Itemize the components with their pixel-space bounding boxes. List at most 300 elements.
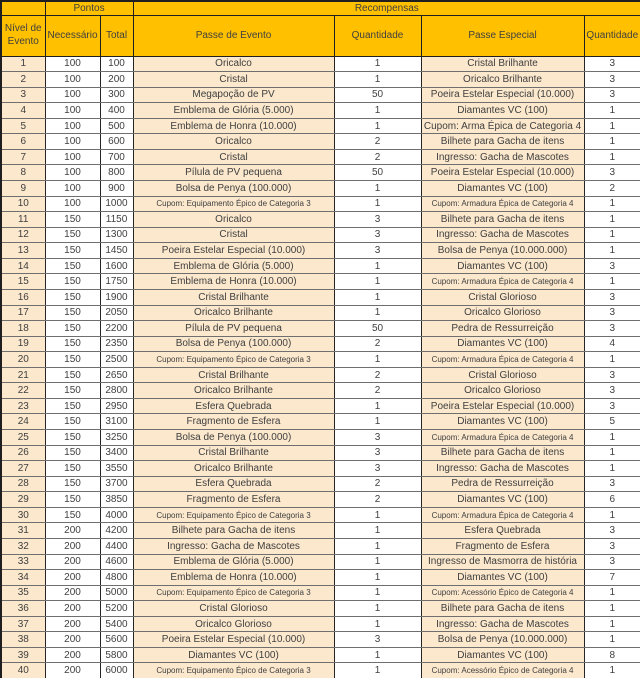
special-pass-item-cell: Cristal Glorioso	[421, 367, 584, 383]
level-cell: 40	[1, 663, 45, 678]
points-total-cell: 300	[100, 87, 133, 103]
event-pass-item-cell: Ingresso: Gacha de Mascotes	[133, 538, 334, 554]
special-pass-qty-cell: 7	[584, 570, 640, 586]
special-pass-item-cell: Ingresso: Gacha de Mascotes	[421, 616, 584, 632]
table-row	[1, 414, 640, 430]
points-needed-cell: 100	[45, 149, 100, 165]
special-pass-item-cell: Cupom: Acessório Épico de Categoria 4	[421, 663, 584, 678]
event-pass-item-cell: Oricalco Brilhante	[133, 383, 334, 399]
points-needed-cell: 150	[45, 398, 100, 414]
points-total-cell: 2350	[100, 336, 133, 352]
points-total-cell: 4000	[100, 507, 133, 523]
event-pass-qty-cell: 1	[334, 647, 421, 663]
event-pass-qty-cell: 3	[334, 461, 421, 477]
points-needed-cell: 200	[45, 538, 100, 554]
event-pass-item-cell: Oricalco	[133, 134, 334, 150]
level-cell: 13	[1, 243, 45, 259]
event-pass-qty-cell: 1	[334, 181, 421, 197]
event-pass-qty-cell: 1	[334, 601, 421, 617]
special-pass-header: Passe Especial	[421, 15, 584, 56]
points-total-cell: 4400	[100, 538, 133, 554]
table-row	[1, 538, 640, 554]
points-total-cell: 4200	[100, 523, 133, 539]
event-pass-qty-cell: 2	[334, 492, 421, 508]
special-pass-qty-cell: 3	[584, 56, 640, 72]
event-pass-item-cell: Cupom: Equipamento Épico de Categoria 3	[133, 585, 334, 601]
points-total-cell: 2800	[100, 383, 133, 399]
level-cell: 5	[1, 118, 45, 134]
special-pass-item-cell: Cupom: Armadura Épica de Categoria 4	[421, 430, 584, 446]
special-pass-item-cell: Cristal Glorioso	[421, 289, 584, 305]
table-row	[1, 165, 640, 181]
special-pass-item-cell: Cupom: Armadura Épica de Categoria 4	[421, 507, 584, 523]
special-pass-item-cell: Cupom: Armadura Épica de Categoria 4	[421, 274, 584, 290]
points-needed-cell: 150	[45, 461, 100, 477]
points-total-cell: 400	[100, 103, 133, 119]
special-pass-qty-cell: 1	[584, 585, 640, 601]
special-pass-item-cell: Poeira Estelar Especial (10.000)	[421, 165, 584, 181]
event-pass-item-cell: Pílula de PV pequena	[133, 321, 334, 337]
event-pass-item-cell: Megapoção de PV	[133, 87, 334, 103]
points-needed-cell: 150	[45, 321, 100, 337]
points-needed-cell: 150	[45, 492, 100, 508]
level-cell: 9	[1, 181, 45, 197]
points-total-cell: 1450	[100, 243, 133, 259]
event-pass-qty-cell: 3	[334, 445, 421, 461]
table-row	[1, 181, 640, 197]
points-needed-cell: 150	[45, 352, 100, 368]
table-row	[1, 149, 640, 165]
level-cell: 30	[1, 507, 45, 523]
level-cell: 29	[1, 492, 45, 508]
special-pass-qty-cell: 1	[584, 352, 640, 368]
special-pass-qty-cell: 1	[584, 445, 640, 461]
event-pass-qty-cell: 1	[334, 56, 421, 72]
event-pass-qty-cell: 1	[334, 616, 421, 632]
special-pass-item-cell: Cupom: Armadura Épica de Categoria 4	[421, 196, 584, 212]
table-row	[1, 56, 640, 72]
table-row	[1, 243, 640, 259]
points-needed-cell: 200	[45, 647, 100, 663]
special-pass-qty-cell: 3	[584, 87, 640, 103]
special-pass-qty-cell: 3	[584, 398, 640, 414]
level-cell: 33	[1, 554, 45, 570]
event-pass-qty-cell: 1	[334, 414, 421, 430]
table-row	[1, 383, 640, 399]
special-pass-item-cell: Diamantes VC (100)	[421, 647, 584, 663]
points-total-cell: 800	[100, 165, 133, 181]
special-pass-qty-cell: 3	[584, 258, 640, 274]
table-row	[1, 103, 640, 119]
points-needed-cell: 100	[45, 72, 100, 88]
level-cell: 17	[1, 305, 45, 321]
points-total-cell: 5400	[100, 616, 133, 632]
points-total-cell: 3100	[100, 414, 133, 430]
special-pass-qty-cell: 1	[584, 632, 640, 648]
event-pass-item-cell: Cupom: Equipamento Épico de Categoria 3	[133, 663, 334, 678]
points-total-cell: 2650	[100, 367, 133, 383]
event-pass-item-cell: Cristal Brilhante	[133, 367, 334, 383]
table-row	[1, 570, 640, 586]
event-pass-item-cell: Emblema de Honra (10.000)	[133, 274, 334, 290]
special-pass-qty-cell: 1	[584, 507, 640, 523]
event-pass-item-cell: Oricalco Brilhante	[133, 461, 334, 477]
event-pass-item-cell: Cristal	[133, 149, 334, 165]
points-needed-cell: 150	[45, 430, 100, 446]
table-row	[1, 367, 640, 383]
table-row	[1, 72, 640, 88]
points-needed-cell: 150	[45, 414, 100, 430]
points-needed-cell: 100	[45, 87, 100, 103]
table-row	[1, 87, 640, 103]
special-pass-item-cell: Oricalco Glorioso	[421, 383, 584, 399]
table-row	[1, 461, 640, 477]
event-pass-qty-cell: 1	[334, 258, 421, 274]
level-cell: 10	[1, 196, 45, 212]
event-pass-header: Passe de Evento	[133, 15, 334, 56]
event-pass-item-cell: Fragmento de Esfera	[133, 414, 334, 430]
event-pass-item-cell: Esfera Quebrada	[133, 476, 334, 492]
points-needed-cell: 150	[45, 227, 100, 243]
table-row	[1, 305, 640, 321]
special-pass-item-cell: Cupom: Arma Épica de Categoria 4	[421, 118, 584, 134]
event-pass-item-cell: Cupom: Equipamento Épico de Categoria 3	[133, 352, 334, 368]
level-cell: 12	[1, 227, 45, 243]
special-pass-item-cell: Poeira Estelar Especial (10.000)	[421, 87, 584, 103]
level-cell: 31	[1, 523, 45, 539]
special-pass-qty-cell: 1	[584, 461, 640, 477]
special-pass-item-cell: Poeira Estelar Especial (10.000)	[421, 398, 584, 414]
points-total-cell: 2500	[100, 352, 133, 368]
table-row	[1, 476, 640, 492]
special-pass-qty-cell: 3	[584, 367, 640, 383]
points-needed-cell: 200	[45, 601, 100, 617]
level-cell: 2	[1, 72, 45, 88]
table-row	[1, 336, 640, 352]
special-pass-item-cell: Cupom: Armadura Épica de Categoria 4	[421, 352, 584, 368]
points-total-cell: 1900	[100, 289, 133, 305]
event-pass-qty-cell: 1	[334, 118, 421, 134]
group-header-row	[1, 1, 640, 15]
points-total-cell: 1150	[100, 212, 133, 228]
level-cell: 26	[1, 445, 45, 461]
points-total-cell: 2950	[100, 398, 133, 414]
special-pass-item-cell: Bolsa de Penya (10.000.000)	[421, 243, 584, 259]
special-pass-qty-cell: 3	[584, 289, 640, 305]
special-pass-item-cell: Cristal Brilhante	[421, 56, 584, 72]
points-needed-cell: 200	[45, 570, 100, 586]
event-pass-qty-cell: 2	[334, 134, 421, 150]
points-needed-cell: 200	[45, 585, 100, 601]
event-pass-qty-cell: 1	[334, 398, 421, 414]
level-cell: 3	[1, 87, 45, 103]
level-cell: 7	[1, 149, 45, 165]
level-cell: 18	[1, 321, 45, 337]
special-pass-item-cell: Diamantes VC (100)	[421, 492, 584, 508]
event-pass-qty-cell: 1	[334, 274, 421, 290]
points-total-cell: 100	[100, 56, 133, 72]
special-pass-qty-cell: 2	[584, 181, 640, 197]
special-pass-qty-cell: 3	[584, 305, 640, 321]
event-pass-qty-cell: 3	[334, 243, 421, 259]
points-total-cell: 900	[100, 181, 133, 197]
event-pass-item-cell: Oricalco Brilhante	[133, 305, 334, 321]
event-pass-item-cell: Oricalco	[133, 56, 334, 72]
points-total-cell: 3250	[100, 430, 133, 446]
special-pass-qty-cell: 3	[584, 538, 640, 554]
event-pass-qty-cell: 1	[334, 72, 421, 88]
level-cell: 37	[1, 616, 45, 632]
table-row	[1, 134, 640, 150]
event-pass-qty-cell: 2	[334, 336, 421, 352]
special-pass-qty-cell: 3	[584, 523, 640, 539]
event-pass-qty-cell: 1	[334, 570, 421, 586]
table-row	[1, 523, 640, 539]
table-header	[1, 1, 640, 56]
level-cell: 15	[1, 274, 45, 290]
event-pass-qty-header: Quantidade	[334, 15, 421, 56]
special-pass-item-cell: Bolsa de Penya (10.000.000)	[421, 632, 584, 648]
points-total-cell: 3400	[100, 445, 133, 461]
special-pass-qty-cell: 1	[584, 601, 640, 617]
special-pass-qty-header: Quantidade	[584, 15, 640, 56]
points-needed-cell: 150	[45, 305, 100, 321]
table-row	[1, 616, 640, 632]
points-needed-cell: 100	[45, 56, 100, 72]
event-level-header: Nível de Evento	[1, 15, 45, 56]
table-row	[1, 492, 640, 508]
points-needed-cell: 200	[45, 632, 100, 648]
event-pass-qty-cell: 1	[334, 663, 421, 678]
event-pass-item-cell: Bolsa de Penya (100.000)	[133, 181, 334, 197]
special-pass-item-cell: Oricalco Glorioso	[421, 305, 584, 321]
event-pass-qty-cell: 1	[334, 289, 421, 305]
points-needed-cell: 100	[45, 165, 100, 181]
table-row	[1, 554, 640, 570]
points-needed-cell: 200	[45, 616, 100, 632]
level-cell: 22	[1, 383, 45, 399]
points-total-cell: 600	[100, 134, 133, 150]
points-needed-cell: 150	[45, 243, 100, 259]
points-total-cell: 5000	[100, 585, 133, 601]
level-cell: 14	[1, 258, 45, 274]
event-pass-item-cell: Emblema de Glória (5.000)	[133, 258, 334, 274]
table-row	[1, 196, 640, 212]
special-pass-item-cell: Ingresso de Masmorra de história	[421, 554, 584, 570]
points-needed-cell: 150	[45, 274, 100, 290]
event-pass-qty-cell: 1	[334, 538, 421, 554]
points-total-cell: 200	[100, 72, 133, 88]
table-row	[1, 398, 640, 414]
points-needed-cell: 100	[45, 103, 100, 119]
event-pass-qty-cell: 50	[334, 321, 421, 337]
event-pass-item-cell: Cristal Brilhante	[133, 445, 334, 461]
level-cell: 19	[1, 336, 45, 352]
table-row	[1, 585, 640, 601]
table-row	[1, 212, 640, 228]
special-pass-item-cell: Ingresso: Gacha de Mascotes	[421, 227, 584, 243]
special-pass-qty-cell: 4	[584, 336, 640, 352]
special-pass-qty-cell: 1	[584, 149, 640, 165]
points-total-cell: 5200	[100, 601, 133, 617]
special-pass-item-cell: Bilhete para Gacha de itens	[421, 445, 584, 461]
points-total-cell: 4600	[100, 554, 133, 570]
points-total-cell: 3850	[100, 492, 133, 508]
special-pass-item-cell: Oricalco Brilhante	[421, 72, 584, 88]
special-pass-qty-cell: 1	[584, 274, 640, 290]
special-pass-item-cell: Bilhete para Gacha de itens	[421, 601, 584, 617]
event-pass-item-cell: Cristal	[133, 72, 334, 88]
special-pass-item-cell: Diamantes VC (100)	[421, 181, 584, 197]
points-total-cell: 4800	[100, 570, 133, 586]
event-pass-item-cell: Emblema de Glória (5.000)	[133, 103, 334, 119]
special-pass-qty-cell: 1	[584, 134, 640, 150]
event-pass-qty-cell: 1	[334, 352, 421, 368]
event-pass-qty-cell: 3	[334, 632, 421, 648]
special-pass-qty-cell: 1	[584, 196, 640, 212]
reward-table-body	[1, 56, 640, 678]
event-pass-item-cell: Cristal Glorioso	[133, 601, 334, 617]
event-pass-item-cell: Diamantes VC (100)	[133, 647, 334, 663]
level-cell: 38	[1, 632, 45, 648]
event-pass-qty-cell: 1	[334, 554, 421, 570]
event-pass-qty-cell: 3	[334, 430, 421, 446]
level-cell: 23	[1, 398, 45, 414]
points-needed-cell: 150	[45, 258, 100, 274]
pontos-group-header: Pontos	[45, 1, 133, 15]
points-total-header: Total	[100, 15, 133, 56]
level-cell: 20	[1, 352, 45, 368]
event-pass-item-cell: Bilhete para Gacha de itens	[133, 523, 334, 539]
event-pass-item-cell: Emblema de Glória (5.000)	[133, 554, 334, 570]
points-needed-header: Necessário	[45, 15, 100, 56]
points-total-cell: 700	[100, 149, 133, 165]
table-row	[1, 663, 640, 678]
points-total-cell: 3700	[100, 476, 133, 492]
level-cell: 32	[1, 538, 45, 554]
recompensas-group-header: Recompensas	[133, 1, 640, 15]
table-row	[1, 274, 640, 290]
event-pass-qty-cell: 1	[334, 523, 421, 539]
special-pass-qty-cell: 3	[584, 554, 640, 570]
table-row	[1, 118, 640, 134]
level-cell: 39	[1, 647, 45, 663]
special-pass-item-cell: Diamantes VC (100)	[421, 258, 584, 274]
event-pass-item-cell: Cristal Brilhante	[133, 289, 334, 305]
level-cell: 16	[1, 289, 45, 305]
points-total-cell: 500	[100, 118, 133, 134]
table-row	[1, 445, 640, 461]
points-needed-cell: 150	[45, 289, 100, 305]
special-pass-qty-cell: 1	[584, 663, 640, 678]
level-cell: 36	[1, 601, 45, 617]
points-total-cell: 2050	[100, 305, 133, 321]
event-pass-item-cell: Emblema de Honra (10.000)	[133, 570, 334, 586]
special-pass-qty-cell: 3	[584, 321, 640, 337]
special-pass-qty-cell: 1	[584, 118, 640, 134]
level-cell: 4	[1, 103, 45, 119]
table-row	[1, 289, 640, 305]
level-cell: 34	[1, 570, 45, 586]
points-needed-cell: 150	[45, 507, 100, 523]
table-row	[1, 601, 640, 617]
special-pass-item-cell: Fragmento de Esfera	[421, 538, 584, 554]
event-pass-item-cell: Oricalco Glorioso	[133, 616, 334, 632]
special-pass-item-cell: Diamantes VC (100)	[421, 336, 584, 352]
special-pass-qty-cell: 5	[584, 414, 640, 430]
special-pass-qty-cell: 3	[584, 165, 640, 181]
event-pass-qty-cell: 3	[334, 212, 421, 228]
level-cell: 24	[1, 414, 45, 430]
special-pass-item-cell: Esfera Quebrada	[421, 523, 584, 539]
event-pass-qty-cell: 1	[334, 196, 421, 212]
level-cell: 11	[1, 212, 45, 228]
special-pass-qty-cell: 3	[584, 476, 640, 492]
special-pass-item-cell: Diamantes VC (100)	[421, 103, 584, 119]
column-header-row	[1, 15, 640, 56]
level-cell: 8	[1, 165, 45, 181]
special-pass-item-cell: Cupom: Acessório Épico de Categoria 4	[421, 585, 584, 601]
event-pass-qty-cell: 50	[334, 87, 421, 103]
event-pass-item-cell: Bolsa de Penya (100.000)	[133, 336, 334, 352]
event-pass-qty-cell: 2	[334, 149, 421, 165]
event-pass-item-cell: Cupom: Equipamento Épico de Categoria 3	[133, 196, 334, 212]
level-cell: 27	[1, 461, 45, 477]
special-pass-qty-cell: 3	[584, 383, 640, 399]
special-pass-item-cell: Diamantes VC (100)	[421, 570, 584, 586]
points-needed-cell: 200	[45, 663, 100, 678]
special-pass-qty-cell: 8	[584, 647, 640, 663]
special-pass-item-cell: Ingresso: Gacha de Mascotes	[421, 461, 584, 477]
event-pass-qty-cell: 2	[334, 383, 421, 399]
special-pass-qty-cell: 6	[584, 492, 640, 508]
points-total-cell: 1300	[100, 227, 133, 243]
table-row	[1, 647, 640, 663]
event-pass-qty-cell: 3	[334, 227, 421, 243]
points-needed-cell: 150	[45, 212, 100, 228]
event-pass-item-cell: Emblema de Honra (10.000)	[133, 118, 334, 134]
points-needed-cell: 200	[45, 554, 100, 570]
points-total-cell: 5800	[100, 647, 133, 663]
event-pass-qty-cell: 1	[334, 585, 421, 601]
level-cell: 28	[1, 476, 45, 492]
special-pass-item-cell: Bilhete para Gacha de itens	[421, 134, 584, 150]
event-pass-qty-cell: 50	[334, 165, 421, 181]
points-needed-cell: 100	[45, 134, 100, 150]
event-pass-qty-cell: 1	[334, 507, 421, 523]
points-total-cell: 1750	[100, 274, 133, 290]
points-total-cell: 1000	[100, 196, 133, 212]
special-pass-qty-cell: 3	[584, 72, 640, 88]
points-needed-cell: 150	[45, 367, 100, 383]
event-pass-item-cell: Pílula de PV pequena	[133, 165, 334, 181]
special-pass-qty-cell: 1	[584, 212, 640, 228]
level-cell: 6	[1, 134, 45, 150]
special-pass-item-cell: Bilhete para Gacha de itens	[421, 212, 584, 228]
event-pass-item-cell: Cupom: Equipamento Épico de Categoria 3	[133, 507, 334, 523]
special-pass-qty-cell: 1	[584, 227, 640, 243]
event-pass-qty-cell: 1	[334, 103, 421, 119]
points-needed-cell: 150	[45, 383, 100, 399]
event-pass-item-cell: Bolsa de Penya (100.000)	[133, 430, 334, 446]
special-pass-qty-cell: 1	[584, 103, 640, 119]
points-total-cell: 3550	[100, 461, 133, 477]
event-pass-qty-cell: 2	[334, 476, 421, 492]
event-pass-item-cell: Oricalco	[133, 212, 334, 228]
points-needed-cell: 100	[45, 181, 100, 197]
event-pass-item-cell: Poeira Estelar Especial (10.000)	[133, 632, 334, 648]
table-row	[1, 430, 640, 446]
